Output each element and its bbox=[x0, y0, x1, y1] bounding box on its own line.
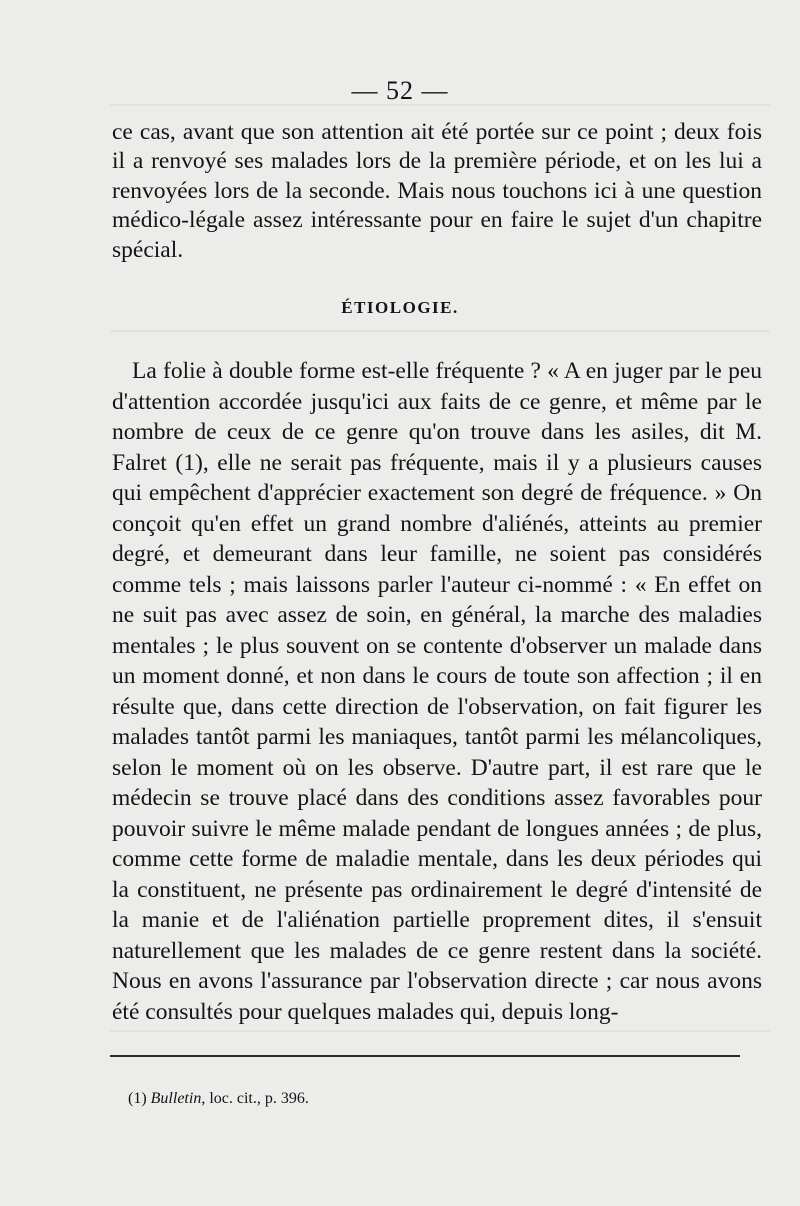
footnote-journal: Bulletin bbox=[150, 1090, 202, 1107]
show-through bbox=[110, 1030, 770, 1032]
footnote-divider bbox=[110, 1055, 740, 1057]
main-paragraph bbox=[112, 356, 762, 1027]
section-heading: ÉTIOLOGIE. bbox=[341, 298, 459, 317]
footnote bbox=[128, 1089, 309, 1109]
footnote-marker: (1) bbox=[128, 1090, 151, 1107]
show-through bbox=[110, 330, 770, 332]
footnote-reference: , loc. cit., p. 396. bbox=[201, 1090, 309, 1107]
opening-paragraph-text: ce cas, avant que son attention ait été portée sur ce point ; deux fois il a renvoyé ses malades lors de la première période, et on les lui a renvoyées lors de la seconde. Mais nous touchons ici à une question médico-légale assez intéressante pour en faire le sujet d'un chapitre spécial. bbox=[112, 119, 762, 263]
opening-paragraph bbox=[112, 118, 762, 265]
main-paragraph-text: La folie à double forme est-elle fréquente ? « A en juger par le peu d'attention accordée jusqu'ici aux faits de ce genre, et même par le nombre de ceux de ce genre qu'on trouve dans les asiles, dit M. Falret (1), elle ne serait pas fréquente, mais il y a plusieurs causes qui empêchent d'apprécier exactement son degré de fréquence. » On conçoit qu'en effet un grand nombre d'aliénés, atteints au premier degré, et demeurant dans leur famille, ne soient pas considérés comme tels ; mais laissons parler l'auteur ci-nommé : « En effet on ne suit pas avec assez de soin, en général, la marche des maladies mentales ; le plus souvent on se contente d'observer un malade dans un moment donné, et non dans le cours de toute son affection ; il en résulte que, dans cette direction de l'observation, on fait figurer les malades tantôt parmi les maniaques, tantôt parmi les mélancoliques, selon le moment où on les observe. D'autre part, il est rare que le médecin se trouve placé dans des conditions assez favorables pour pouvoir suivre le même malade pendant de longues années ; de plus, comme cette forme de maladie mentale, dans les deux périodes qui la constituent, ne présente pas ordinairement le degré d'intensité de la manie et de l'aliénation partielle proprement dites, il s'ensuit naturellement que les malades de ce genre restent dans la société. Nous en avons l'assurance par l'observation directe ; car nous avons été consultés pour quelques malades qui, depuis long- bbox=[112, 358, 762, 1025]
page-number: — 52 — bbox=[351, 76, 449, 105]
